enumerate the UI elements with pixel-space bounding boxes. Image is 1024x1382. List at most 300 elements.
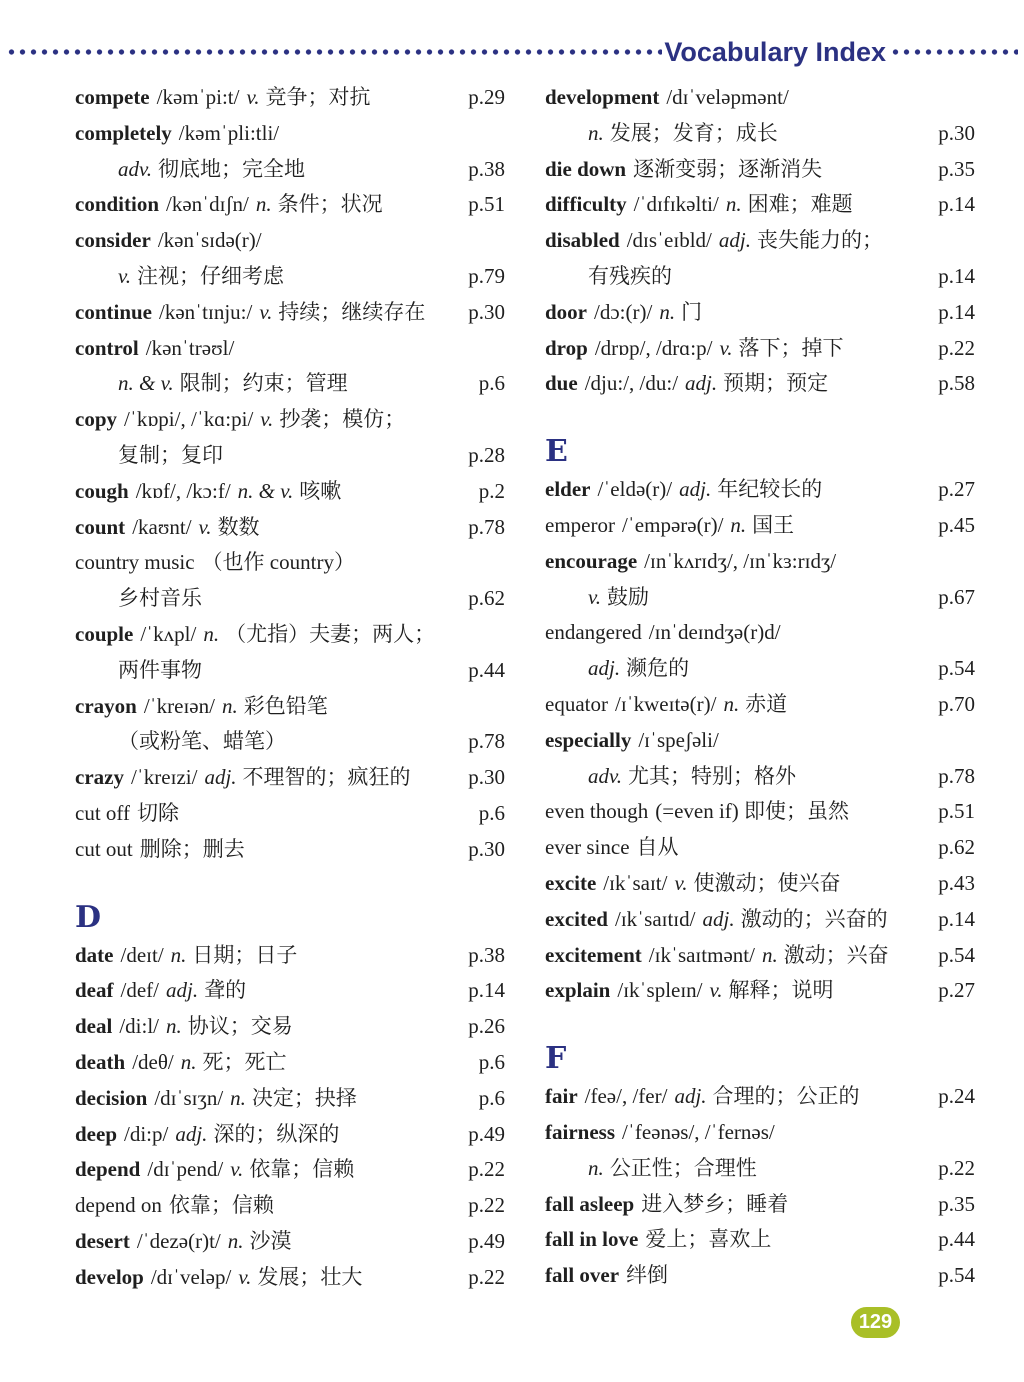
entry-definition: 发展；发育；成长 xyxy=(609,120,778,145)
entry-page-number: p.51 xyxy=(468,192,505,217)
entry-phonetics: /drɒp/, /drɑ:p/ xyxy=(594,335,713,360)
entry-phonetics: /dɪˈveləpmənt/ xyxy=(666,85,789,109)
entry-line xyxy=(75,689,505,725)
entry-pos: n. xyxy=(255,192,272,217)
entry-text xyxy=(75,938,297,974)
entry-text xyxy=(75,187,383,223)
entry-phonetics: /dɪˈsɪʒn/ xyxy=(154,1085,224,1110)
entry-phonetics: /kənˈtrəʊl/ xyxy=(145,335,235,360)
entry-phonetics: /ˈeldə(r)/ xyxy=(597,477,673,502)
entry-text xyxy=(545,472,822,508)
entry-word: deal xyxy=(75,1014,113,1039)
entry-definition: 尤其；特别；格外 xyxy=(628,763,797,788)
entry-pos: n. xyxy=(725,192,742,217)
entry-page-number: p.2 xyxy=(478,478,505,503)
entry-word: drop xyxy=(545,335,588,360)
entry-pos: v. xyxy=(260,407,274,432)
entry-pos: n. xyxy=(723,691,740,716)
entry-word: death xyxy=(75,1049,126,1074)
entry-line xyxy=(75,474,505,510)
entry-line xyxy=(545,295,975,331)
entry-text xyxy=(75,510,260,546)
entry-definition: 彻底地；完全地 xyxy=(158,156,306,181)
entry-text xyxy=(545,508,794,544)
entry-phonetics: /ɪkˈsaɪtɪd/ xyxy=(614,906,696,931)
entry-definition: 死；死亡 xyxy=(202,1049,287,1074)
entry-word: country music xyxy=(75,550,195,575)
entry-page-number: p.38 xyxy=(468,942,505,967)
entry-line xyxy=(75,1045,505,1081)
entry-page-number: p.6 xyxy=(478,371,505,396)
entry-text xyxy=(75,1152,354,1188)
entry-word: equator xyxy=(545,691,608,716)
entry-text xyxy=(118,581,202,617)
entry-word: disabled xyxy=(545,228,620,253)
entry-page-number: p.54 xyxy=(938,1263,975,1288)
entry-phonetics: /ˈfeənəs/, /ˈfernəs/ xyxy=(622,1119,775,1144)
entry-line xyxy=(75,366,505,402)
entry-word: depend on xyxy=(75,1193,162,1218)
entry-line xyxy=(75,1117,505,1153)
entry-text xyxy=(75,689,328,725)
entry-page-number: p.51 xyxy=(938,799,975,824)
entry-definition: 删除；删去 xyxy=(139,836,245,861)
entry-text xyxy=(545,830,679,866)
entry-word: compete xyxy=(75,85,150,109)
entry-line xyxy=(75,152,505,188)
entry-word: develop xyxy=(75,1264,144,1289)
entry-line xyxy=(545,223,975,259)
entry-line xyxy=(75,724,505,760)
entry-page-number: p.14 xyxy=(938,299,975,324)
entry-text xyxy=(588,759,796,795)
entry-word: especially xyxy=(545,727,632,752)
entry-line xyxy=(75,402,505,438)
entry-page-number: p.26 xyxy=(468,1014,505,1039)
entry-text xyxy=(75,832,245,868)
entry-text xyxy=(118,724,286,760)
entry-word: deep xyxy=(75,1121,117,1146)
entry-definition: 依靠；信赖 xyxy=(168,1193,274,1218)
entry-pos: adj. xyxy=(679,477,712,502)
entry-page-number: p.14 xyxy=(938,192,975,217)
entry-pos: adj. xyxy=(685,371,718,396)
entry-text xyxy=(118,366,348,402)
entry-text xyxy=(545,1079,860,1115)
entry-definition: 不理智的；疯狂的 xyxy=(242,765,411,790)
entry-page-number: p.54 xyxy=(938,656,975,681)
entry-word: excited xyxy=(545,906,608,931)
entry-pos: v. xyxy=(674,870,688,895)
entry-phonetics: /kənˈsɪdə(r)/ xyxy=(157,228,262,253)
dotted-line-left xyxy=(6,47,662,57)
entry-definition: 复制；复印 xyxy=(118,442,223,467)
entry-word: due xyxy=(545,371,578,396)
entry-line xyxy=(545,902,975,938)
entry-page-number: p.14 xyxy=(938,906,975,931)
entry-word: emperor xyxy=(545,512,615,537)
entry-word: deaf xyxy=(75,978,114,1003)
entry-phonetics: /di:p/ xyxy=(124,1121,169,1146)
entry-text xyxy=(545,902,888,938)
entry-phonetics: /ˈempərə(r)/ xyxy=(621,512,724,537)
entry-page-number: p.78 xyxy=(468,729,505,754)
entry-word: completely xyxy=(75,120,172,145)
entry-text xyxy=(545,223,883,259)
entry-definition: 数数 xyxy=(217,514,260,539)
entry-definition: 深的；纵深的 xyxy=(213,1121,340,1146)
entry-word: decision xyxy=(75,1085,148,1110)
entry-definition: 竞争；对抗 xyxy=(265,85,371,109)
entry-definition: 两件事物 xyxy=(118,657,202,682)
entry-text xyxy=(75,331,241,367)
entry-pos: adj. xyxy=(674,1084,707,1109)
entry-phonetics: /dɪsˈeɪbld/ xyxy=(626,228,712,253)
entry-page-number: p.28 xyxy=(468,442,505,467)
entry-word: cut off xyxy=(75,800,131,825)
entry-line xyxy=(545,80,975,116)
entry-text xyxy=(75,973,246,1009)
entry-pos: n. xyxy=(166,1014,182,1039)
entry-pos: adj. xyxy=(702,906,735,931)
entry-text xyxy=(75,1260,362,1296)
entry-phonetics: /ˈkɒpi/, /ˈkɑ:pi/ xyxy=(124,407,254,432)
entry-text xyxy=(118,259,284,295)
entry-text xyxy=(588,116,778,152)
entry-text xyxy=(545,1187,788,1223)
right-column xyxy=(545,80,975,1296)
entry-word: continue xyxy=(75,299,153,324)
entry-definition: 有残疾的 xyxy=(588,263,672,288)
entry-text xyxy=(588,1151,757,1187)
entry-phonetics: /ˈkreɪzi/ xyxy=(130,765,198,790)
entry-line xyxy=(545,1079,975,1115)
entry-page-number: p.78 xyxy=(468,514,505,539)
entry-text xyxy=(545,152,822,188)
section-letter-F: F xyxy=(545,1041,567,1077)
entry-phonetics: /kaʊnt/ xyxy=(132,514,192,539)
entry-line xyxy=(545,651,975,687)
entry-definition: 爱上；喜欢上 xyxy=(645,1227,772,1252)
entry-definition: 注视；仔细考虑 xyxy=(137,263,285,288)
entry-line xyxy=(75,973,505,1009)
entry-pos: v. xyxy=(198,514,212,539)
entry-page-number: p.22 xyxy=(468,1193,505,1218)
entry-phonetics: /ˈdezə(r)t/ xyxy=(136,1228,221,1253)
entry-page-number: p.44 xyxy=(468,657,505,682)
entry-definition: 绊倒 xyxy=(626,1263,669,1288)
entry-line xyxy=(75,545,505,581)
entry-line xyxy=(75,331,505,367)
section-letter-E: E xyxy=(545,434,568,470)
entry-phonetics: /dɪˈpend/ xyxy=(147,1157,224,1182)
entry-text xyxy=(75,1045,287,1081)
entry-pos: v. xyxy=(230,1157,244,1182)
entry-pos: v. xyxy=(719,335,733,360)
entry-phonetics: /kɒf/, /kɔ:f/ xyxy=(135,478,231,503)
entry-word: development xyxy=(545,85,660,109)
entry-definition: （或粉笔、蜡笔） xyxy=(118,729,286,754)
entry-page-number: p.29 xyxy=(468,85,505,109)
entry-text xyxy=(75,1188,274,1224)
entry-page-number: p.62 xyxy=(468,586,505,611)
entry-word: condition xyxy=(75,192,160,217)
entry-definition: 逐渐变弱；逐渐消失 xyxy=(633,156,823,181)
entry-definition: 公正性；合理性 xyxy=(609,1155,757,1180)
entry-pos: n. xyxy=(659,299,676,324)
entry-pos: n. xyxy=(588,120,604,145)
entry-text xyxy=(545,295,702,331)
entry-page-number: p.14 xyxy=(468,978,505,1003)
entry-line xyxy=(545,544,975,580)
entry-line xyxy=(75,1188,505,1224)
entry-page-number: p.24 xyxy=(938,1084,975,1109)
entry-pos: v. xyxy=(246,85,260,109)
entry-definition: 自从 xyxy=(636,835,679,860)
entry-text xyxy=(75,116,286,152)
entry-word: date xyxy=(75,942,114,967)
entry-line xyxy=(75,223,505,259)
entry-line xyxy=(75,80,505,116)
entry-line xyxy=(545,331,975,367)
entry-line xyxy=(545,116,975,152)
entry-pos: n. xyxy=(588,1155,604,1180)
entry-line xyxy=(545,973,975,1009)
entry-phonetics: /ˈkreɪən/ xyxy=(143,693,215,718)
entry-phonetics: /ˈkʌpl/ xyxy=(140,621,197,646)
entry-word: cut out xyxy=(75,836,133,861)
entry-page-number: p.30 xyxy=(468,836,505,861)
entry-pos: adj. xyxy=(718,228,751,253)
entry-word: desert xyxy=(75,1228,130,1253)
entry-definition: 沙漠 xyxy=(249,1228,292,1253)
entry-word: endangered xyxy=(545,620,642,645)
entry-pos: n. & v. xyxy=(118,371,174,396)
entry-line xyxy=(75,295,505,331)
left-column xyxy=(75,80,505,1296)
entry-page-number: p.62 xyxy=(938,835,975,860)
entry-page-number: p.44 xyxy=(938,1227,975,1252)
entry-line xyxy=(75,832,505,868)
entry-word: couple xyxy=(75,621,134,646)
entry-page-number: p.27 xyxy=(938,978,975,1003)
entry-line xyxy=(75,1260,505,1296)
entry-text xyxy=(588,259,672,295)
entry-definition: 年纪较长的 xyxy=(717,477,823,502)
entry-definition: 预期；预定 xyxy=(723,371,829,396)
entry-word: consider xyxy=(75,228,151,253)
entry-phonetics: /deɪt/ xyxy=(120,942,164,967)
entry-word: count xyxy=(75,514,126,539)
entry-line xyxy=(545,866,975,902)
entry-line xyxy=(545,1222,975,1258)
entry-definition: 咳嗽 xyxy=(299,478,342,503)
entry-text xyxy=(75,617,435,653)
entry-phonetics: /ɪˈspeʃəli/ xyxy=(638,727,719,752)
entry-page-number: p.6 xyxy=(478,1049,505,1074)
entry-text xyxy=(545,544,843,580)
entry-word: fairness xyxy=(545,1119,615,1144)
entry-text xyxy=(75,295,425,331)
entry-word: excitement xyxy=(545,942,642,967)
entry-word: depend xyxy=(75,1157,141,1182)
entry-line xyxy=(75,510,505,546)
entry-word: crayon xyxy=(75,693,137,718)
entry-definition: 落下；掉下 xyxy=(738,335,844,360)
entry-text xyxy=(545,187,853,223)
entry-page-number: p.45 xyxy=(938,512,975,537)
entry-pos: v. xyxy=(118,263,132,288)
entry-definition: (=even if) 即使；虽然 xyxy=(655,799,850,824)
entry-page-number: p.6 xyxy=(478,1085,505,1110)
entry-page-number: p.30 xyxy=(938,120,975,145)
entry-page-number: p.27 xyxy=(938,477,975,502)
entry-line xyxy=(545,187,975,223)
entry-page-number: p.30 xyxy=(468,299,505,324)
entry-line xyxy=(75,116,505,152)
entry-text xyxy=(545,1222,771,1258)
entry-page-number: p.49 xyxy=(468,1121,505,1146)
entry-text xyxy=(75,80,370,116)
entry-definition: 日期；日子 xyxy=(192,942,298,967)
entry-line xyxy=(545,938,975,974)
entry-pos: adj. xyxy=(204,765,237,790)
entry-line xyxy=(545,1115,975,1151)
entry-definition: 使激动；使兴奋 xyxy=(693,870,841,895)
entry-page-number: p.22 xyxy=(938,1155,975,1180)
entry-definition: （也作 country） xyxy=(201,550,355,575)
entry-definition: 进入梦乡；睡着 xyxy=(641,1191,789,1216)
entry-line xyxy=(545,366,975,402)
entry-definition: 抄袭；模仿； xyxy=(279,407,406,432)
page-title: Vocabulary Index xyxy=(664,37,886,67)
entry-page-number: p.70 xyxy=(938,691,975,716)
entry-phonetics: /deθ/ xyxy=(132,1049,174,1074)
entry-text xyxy=(545,938,889,974)
entry-phonetics: /di:l/ xyxy=(119,1014,160,1039)
entry-page-number: p.54 xyxy=(938,942,975,967)
entry-line xyxy=(545,1258,975,1294)
entry-line xyxy=(545,759,975,795)
entry-page-number: p.58 xyxy=(938,371,975,396)
entry-pos: n. xyxy=(230,1085,246,1110)
entry-line xyxy=(545,794,975,830)
entry-line xyxy=(75,581,505,617)
entry-line xyxy=(545,723,975,759)
entry-line xyxy=(75,259,505,295)
entry-page-number: p.38 xyxy=(468,156,505,181)
entry-phonetics: /ɪˈkweɪtə(r)/ xyxy=(614,691,717,716)
entry-line xyxy=(545,152,975,188)
entry-line xyxy=(75,760,505,796)
entry-text xyxy=(545,1258,668,1294)
entry-pos: n. xyxy=(730,512,747,537)
entry-pos: n. xyxy=(227,1228,244,1253)
entry-text xyxy=(545,80,796,116)
entry-definition: 赤道 xyxy=(745,691,788,716)
entry-phonetics: /def/ xyxy=(120,978,159,1003)
entry-pos: n. xyxy=(221,693,238,718)
entry-text xyxy=(588,580,649,616)
entry-line xyxy=(545,687,975,723)
entry-phonetics: /ɪkˈspleɪn/ xyxy=(617,978,703,1003)
entry-definition: 濒危的 xyxy=(626,656,690,681)
entry-definition: （尤指）夫妻；两人； xyxy=(225,621,436,646)
entry-page-number: p.43 xyxy=(938,870,975,895)
entry-word: even though xyxy=(545,799,649,824)
entry-page-number: p.35 xyxy=(938,1191,975,1216)
entry-definition: 困难；难题 xyxy=(747,192,853,217)
entry-line xyxy=(75,1152,505,1188)
entry-pos: adj. xyxy=(588,656,621,681)
entry-pos: adj. xyxy=(175,1121,208,1146)
entry-page-number: p.78 xyxy=(938,763,975,788)
entry-definition: 发展；壮大 xyxy=(257,1264,363,1289)
entry-text xyxy=(545,615,788,651)
entry-phonetics: /kənˈdɪʃn/ xyxy=(166,192,249,217)
entry-text xyxy=(545,866,840,902)
entry-definition: 切除 xyxy=(137,800,180,825)
entry-pos: adj. xyxy=(165,978,199,1003)
entry-phonetics: /kənˈtɪnju:/ xyxy=(159,299,253,324)
entry-pos: v. xyxy=(238,1264,252,1289)
entry-word: die down xyxy=(545,156,627,181)
entry-page-number: p.6 xyxy=(478,800,505,825)
entry-pos: adv. xyxy=(588,763,623,788)
entry-phonetics: /ɪkˈsaɪtmənt/ xyxy=(648,942,755,967)
section-letter-D: D xyxy=(75,899,102,935)
entry-phonetics: /ˈdɪfɪkəlti/ xyxy=(633,192,719,217)
dotted-line-right xyxy=(890,47,1018,57)
entry-text xyxy=(75,474,341,510)
entry-page-number: p.22 xyxy=(468,1264,505,1289)
entry-line xyxy=(75,1081,505,1117)
entry-word: difficulty xyxy=(545,192,627,217)
entry-phonetics: /ɪkˈsaɪt/ xyxy=(603,870,668,895)
entry-pos: v. xyxy=(709,978,723,1003)
entry-pos: n. xyxy=(180,1049,197,1074)
entry-text xyxy=(545,1115,782,1151)
entry-definition: 持续；继续存在 xyxy=(278,299,426,324)
entry-word: fall over xyxy=(545,1263,620,1288)
entry-text xyxy=(75,545,355,581)
entry-phonetics: /kəmˈpi:t/ xyxy=(156,85,240,109)
header-rule xyxy=(6,34,1018,70)
entry-page-number: p.49 xyxy=(468,1228,505,1253)
entry-pos: n. & v. xyxy=(237,478,294,503)
entry-phonetics: /feə/, /fer/ xyxy=(584,1084,668,1109)
entry-text xyxy=(75,1009,293,1045)
entry-definition: 乡村音乐 xyxy=(118,586,202,611)
entry-word: fall in love xyxy=(545,1227,639,1252)
entry-line xyxy=(545,508,975,544)
entry-text xyxy=(118,152,305,188)
entry-word: crazy xyxy=(75,765,124,790)
entry-line xyxy=(75,653,505,689)
entry-text xyxy=(545,366,828,402)
entry-word: fall asleep xyxy=(545,1191,635,1216)
entry-phonetics: /dɔ:(r)/ xyxy=(594,299,653,324)
entry-word: ever since xyxy=(545,835,630,860)
entry-word: cough xyxy=(75,478,129,503)
entry-page-number: p.22 xyxy=(468,1157,505,1182)
entry-definition: 门 xyxy=(681,299,703,324)
entry-line xyxy=(75,187,505,223)
page-number-badge: 129 xyxy=(851,1307,900,1338)
entry-text xyxy=(75,1081,357,1117)
entry-line xyxy=(75,938,505,974)
entry-line xyxy=(545,472,975,508)
